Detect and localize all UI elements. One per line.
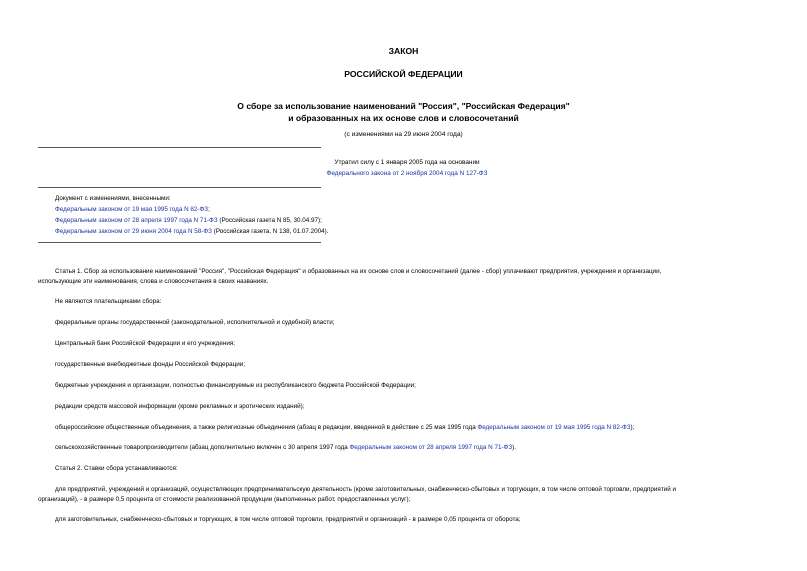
- title-law: ЗАКОН: [388, 46, 419, 56]
- change-link[interactable]: Федеральным законом от 28 апреля 1997 года N 71-ФЗ: [55, 217, 218, 224]
- expired-link[interactable]: Федерального закона от 2 ноября 2004 года N 127-ФЗ: [326, 170, 488, 177]
- amendment-link[interactable]: Федеральным законом от 28 апреля 1997 года N 71-ФЗ: [349, 444, 513, 451]
- change-link[interactable]: Федеральным законом от 29 июня 2004 года N 58-ФЗ: [55, 228, 212, 235]
- changes-item: [55, 206, 210, 214]
- exempt-item: [55, 444, 516, 452]
- exempt-item: редакции средств массовой информации (кроме рекламных и эротических изданий);: [55, 403, 305, 410]
- divider: [38, 147, 321, 148]
- article-2-heading: Статья 2. Ставки сбора устанавливаются:: [55, 465, 178, 472]
- change-suffix: (Российская газета, N 138, 01.07.2004).: [211, 228, 329, 235]
- rate-item: для заготовительных, снабженческо-сбытовых и торгующих, в том числе оптовой торговли, предприятий и организаций - в размере 0,05 процента от оборота;: [55, 516, 521, 523]
- changes-item: [55, 228, 328, 236]
- exempt-text: сельскохозяйственные товаропроизводители (абзац дополнительно включен с 30 апреля 1997 года: [55, 444, 350, 451]
- change-suffix: (Российская газета N 85, 30.04.97);: [217, 217, 322, 224]
- not-payers-heading: Не являются плательщиками сбора:: [55, 298, 162, 305]
- amendment-link[interactable]: Федеральным законом от 19 мая 1995 года N 82-ФЗ: [477, 424, 631, 431]
- rate-item-line-1: для предприятий, учреждений и организаций, осуществляющих предпринимательскую деятельность (кроме заготовительных, снабженческо-сбытовых и торгующих, в том числе оптовой торговли, предприятий и: [55, 486, 677, 493]
- exempt-item: государственные внебюджетные фонды Российской Федерации;: [55, 361, 246, 368]
- subject-line-1: О сборе за использование наименований "Россия", "Российская Федерация": [237, 101, 570, 111]
- changes-item: [55, 217, 322, 225]
- title-federation: РОССИЙСКОЙ ФЕДЕРАЦИИ: [344, 69, 463, 79]
- article-1-line-2: использующие эти наименования, слова и словосочетания в своих названиях.: [38, 278, 269, 285]
- exempt-item: [55, 424, 634, 432]
- expired-note: Утратил силу с 1 января 2005 года на основании: [334, 159, 480, 166]
- divider: [38, 242, 321, 243]
- change-link[interactable]: Федеральным законом от 19 мая 1995 года N 82-ФЗ: [55, 206, 209, 213]
- subject-line-2: и образованных на их основе слов и словосочетаний: [288, 113, 519, 123]
- article-1-line-1: Статья 1. Сбор за использование наименований "Россия", "Российская Федерация" и образованных на их основе слов и словосочетаний (далее - сбор) уплачивают предприятия, учреждения и организации,: [55, 268, 662, 275]
- exempt-end: ).: [512, 444, 517, 451]
- exempt-text: общероссийские общественные объединения, а также религиозные объединения (абзац в редакции, введенной в действие с 25 мая 1995 года: [55, 424, 478, 431]
- rate-item-line-2: организаций), - в размере 0,5 процента от стоимости реализованной продукции (выполненных работ, предоставленных услуг);: [38, 496, 411, 503]
- changes-intro: Документ с изменениями, внесенными:: [55, 195, 171, 202]
- exempt-item: федеральные органы государственной (законодательной, исполнительной и судебной) власти;: [55, 319, 335, 326]
- amended-note: (с изменениями на 29 июня 2004 года): [344, 131, 463, 138]
- expired-link-line: [300, 170, 514, 177]
- exempt-end: );: [630, 424, 635, 431]
- exempt-item: Центральный банк Российской Федерации и его учреждения;: [55, 340, 236, 347]
- divider: [38, 187, 321, 188]
- change-suffix: ;: [208, 206, 210, 213]
- exempt-item: бюджетные учреждения и организации, полностью финансируемые из республиканского бюджета Российской Федерации;: [55, 382, 416, 389]
